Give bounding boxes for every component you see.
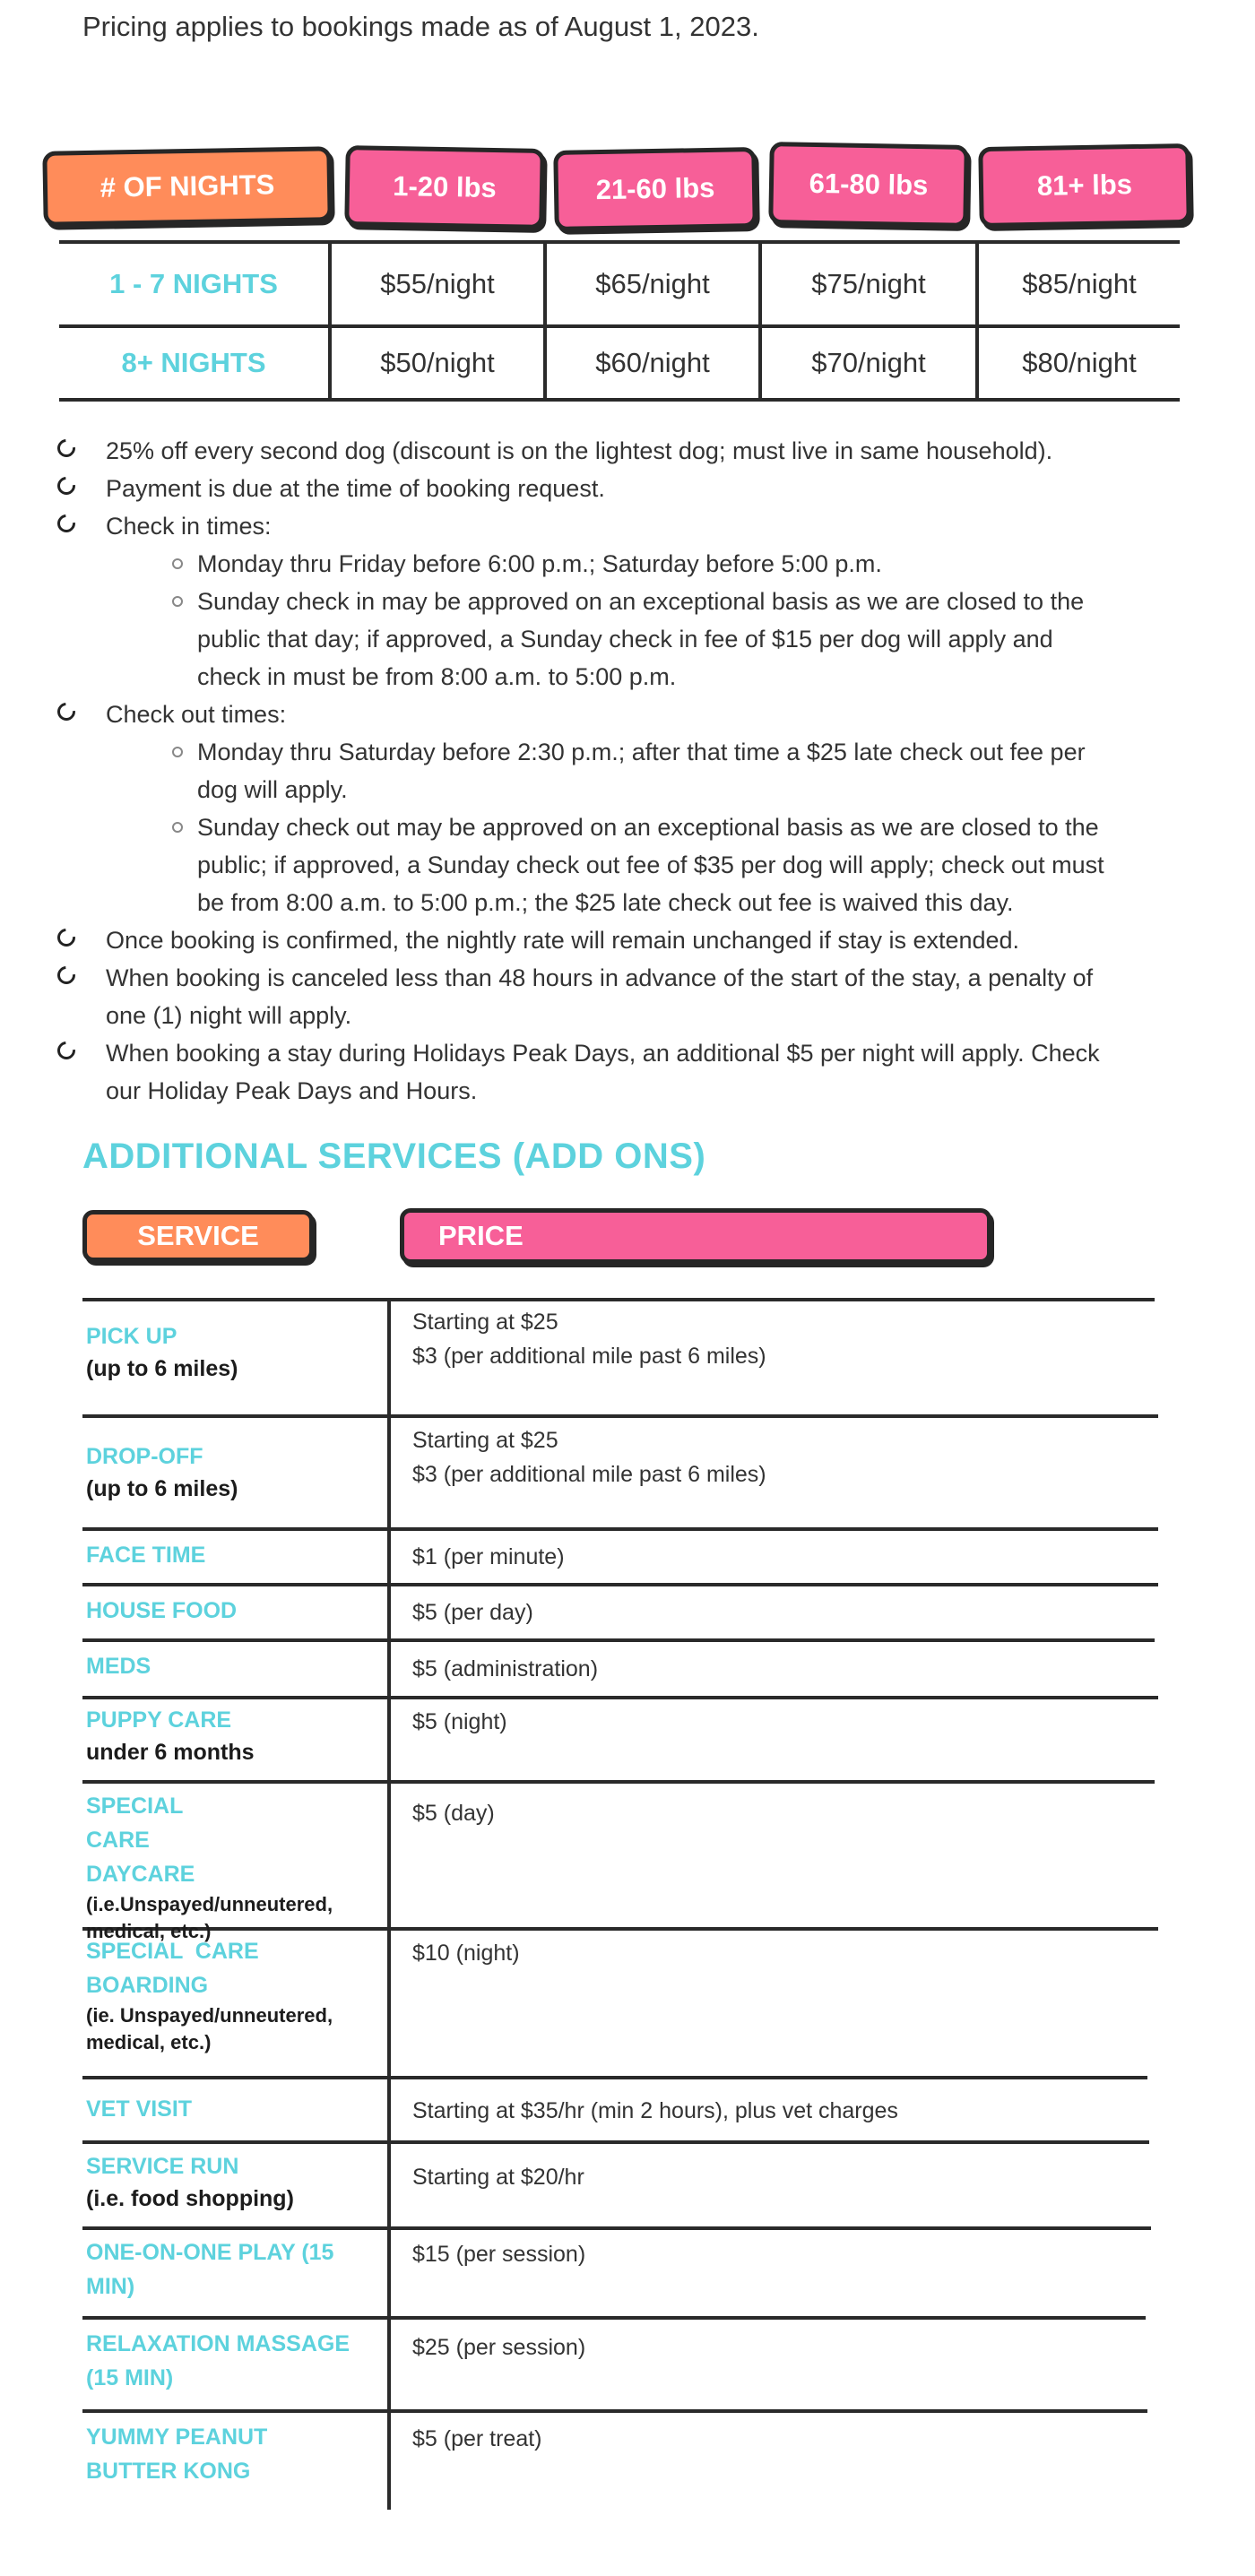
- addon-service-label: [86, 2327, 373, 2395]
- policy-note-text: Once booking is confirmed, the nightly rate will remain unchanged if stay is extended.: [106, 927, 1020, 954]
- addon-service-name: FACE TIME: [86, 1543, 206, 1568]
- weight-column-header: [768, 142, 969, 228]
- circle-bullet-icon: [54, 1038, 79, 1063]
- addon-service-detail: (up to 6 miles): [86, 1476, 238, 1501]
- addon-price-line: $5 (per treat): [412, 2426, 542, 2451]
- addons-grid-line: [82, 2409, 1147, 2413]
- rate-cell: $85/night: [1022, 268, 1137, 299]
- rate-cell: $80/night: [1022, 347, 1137, 378]
- addon-price-line: Starting at $20/hr: [412, 2165, 584, 2190]
- addons-grid-line: [82, 1780, 1155, 1784]
- policy-notes: [54, 432, 1112, 1110]
- policy-note: [54, 1034, 1112, 1110]
- addon-service-name: MEDS: [86, 1654, 151, 1679]
- addons-grid-line: [82, 1527, 1158, 1531]
- addon-price: [412, 1936, 1130, 1970]
- addon-price: [412, 1652, 1130, 1686]
- addon-service-label: [86, 1594, 382, 1628]
- addon-price-line: $3 (per additional mile past 6 miles): [412, 1344, 766, 1369]
- addon-price: [412, 1305, 1130, 1373]
- small-circle-bullet-icon: [172, 747, 183, 757]
- weight-column-label: 21-60 lbs: [595, 171, 715, 206]
- policy-note-text: Payment is due at the time of booking request.: [106, 475, 605, 502]
- addon-service-detail: (i.e. food shopping): [86, 2186, 294, 2211]
- addons-grid-line: [82, 1414, 1158, 1418]
- addon-price-line: $5 (per day): [412, 1600, 533, 1625]
- nights-row-label: 8+ NIGHTS: [121, 347, 266, 378]
- policy-note-text: 25% off every second dog (discount is on the lightest dog; must live in same household).: [106, 437, 1053, 464]
- circle-bullet-icon: [54, 699, 79, 724]
- addon-service-label: [86, 1319, 382, 1384]
- addons-grid-line: [82, 1638, 1155, 1642]
- policy-note: [54, 696, 1112, 733]
- addon-price-line: $5 (administration): [412, 1656, 599, 1681]
- policy-note-text: Check out times:: [106, 701, 287, 728]
- addon-service-label: [86, 2149, 382, 2214]
- rate-cell: $55/night: [380, 268, 495, 299]
- addon-price: [412, 1595, 1130, 1629]
- rates-grid-line: [59, 398, 1180, 402]
- addon-service-label: [86, 2420, 310, 2488]
- addons-grid-line: [82, 1298, 1155, 1301]
- addon-price: [412, 1540, 1130, 1574]
- addon-service-label: [86, 1649, 382, 1683]
- service-header-label: SERVICE: [137, 1220, 259, 1251]
- rate-cell: $70/night: [811, 347, 926, 378]
- addon-service-label: [86, 2092, 382, 2126]
- addon-service-label: [86, 1703, 382, 1768]
- policy-subnote-text: Monday thru Saturday before 2:30 p.m.; after that time a $25 late check out fee per dog will apply.: [197, 739, 1086, 803]
- policy-note: [54, 921, 1112, 959]
- addon-price: [412, 1423, 1130, 1491]
- addon-service-detail: (ie. Unspayed/unneutered, medical, etc.): [86, 2004, 333, 2053]
- nights-header-tab: [42, 146, 332, 227]
- weight-column-label: 61-80 lbs: [809, 167, 929, 202]
- addon-service-label: [86, 1439, 382, 1504]
- addon-price-line: Starting at $25: [412, 1428, 558, 1453]
- addon-price: [412, 2094, 1130, 2128]
- addon-service-name: SERVICE RUN: [86, 2154, 239, 2179]
- addon-price-line: $5 (night): [412, 1709, 507, 1734]
- addons-grid-line: [387, 1300, 391, 2510]
- service-header-tab: [82, 1210, 314, 1262]
- weight-column-header: [978, 143, 1191, 228]
- addon-service-label: [86, 1538, 382, 1572]
- rate-cell: $75/night: [811, 268, 926, 299]
- circle-bullet-icon: [54, 511, 79, 536]
- addon-service-label: [86, 2235, 373, 2304]
- addons-grid-line: [82, 2140, 1149, 2144]
- policy-subnote-text: Monday thru Friday before 6:00 p.m.; Saturday before 5:00 p.m.: [197, 550, 882, 577]
- addon-service-name: RELAXATION MASSAGE (15 MIN): [86, 2331, 350, 2390]
- addon-service-name: ONE-ON-ONE PLAY (15 MIN): [86, 2240, 334, 2299]
- policy-subnote: [54, 545, 1112, 583]
- addon-service-label: [86, 1789, 333, 1945]
- addons-grid-line: [82, 1696, 1158, 1699]
- addons-title: ADDITIONAL SERVICES (ADD ONS): [82, 1137, 706, 1176]
- addon-service-detail: under 6 months: [86, 1740, 255, 1765]
- policy-note: [54, 432, 1112, 470]
- circle-bullet-icon: [54, 963, 79, 988]
- addon-price-line: $1 (per minute): [412, 1544, 565, 1569]
- addons-grid-line: [82, 1583, 1158, 1586]
- policy-note-text: Check in times:: [106, 513, 272, 540]
- policy-subnote: [54, 733, 1112, 808]
- addon-service-name: DROP-OFF: [86, 1444, 203, 1469]
- small-circle-bullet-icon: [172, 558, 183, 569]
- addon-price-line: $10 (night): [412, 1941, 520, 1966]
- addon-price-line: $5 (day): [412, 1801, 495, 1826]
- addon-service-name: HOUSE FOOD: [86, 1598, 238, 1623]
- pricing-intro: Pricing applies to bookings made as of August 1, 2023.: [82, 11, 759, 42]
- addon-price: [412, 1705, 1130, 1739]
- circle-bullet-icon: [54, 473, 79, 498]
- addon-service-detail: (i.e.Unspayed/unneutered, medical, etc.): [86, 1893, 333, 1942]
- addon-service-name: PUPPY CARE: [86, 1707, 232, 1733]
- weight-column-header: [344, 145, 545, 229]
- addons-grid-line: [82, 2226, 1151, 2230]
- policy-note: [54, 470, 1112, 507]
- policy-note-text: When booking is canceled less than 48 hours in advance of the start of the stay, a penalty of one (1) night will apply.: [106, 964, 1094, 1029]
- addon-service-detail: (up to 6 miles): [86, 1356, 238, 1381]
- policy-note: [54, 959, 1112, 1034]
- weight-column-label: 81+ lbs: [1036, 169, 1133, 202]
- addon-price-line: $25 (per session): [412, 2335, 586, 2360]
- policy-note-text: When booking a stay during Holidays Peak Days, an additional $5 per night will apply. Check our Holiday Peak Days and Hours.: [106, 1040, 1100, 1104]
- addon-service-name: SPECIAL CARE BOARDING: [86, 1939, 265, 1998]
- addons-grid-line: [82, 2076, 1147, 2079]
- price-header-label: PRICE: [438, 1220, 524, 1251]
- addon-service-name: SPECIAL CARE DAYCARE: [86, 1794, 195, 1887]
- weight-column-label: 1-20 lbs: [392, 169, 498, 204]
- nights-row-label: 1 - 7 NIGHTS: [109, 268, 278, 299]
- addon-price-line: $3 (per additional mile past 6 miles): [412, 1462, 766, 1487]
- addon-price: [412, 2237, 1130, 2271]
- addon-service-label: [86, 1934, 333, 2056]
- small-circle-bullet-icon: [172, 596, 183, 607]
- addon-price-line: Starting at $35/hr (min 2 hours), plus vet charges: [412, 2098, 898, 2123]
- policy-subnote: [54, 808, 1112, 921]
- weight-column-header: [553, 147, 757, 231]
- addon-price-line: Starting at $25: [412, 1310, 558, 1335]
- rate-cell: $65/night: [595, 268, 710, 299]
- circle-bullet-icon: [54, 925, 79, 950]
- small-circle-bullet-icon: [172, 822, 183, 833]
- addon-price: [412, 2422, 1130, 2456]
- nights-header-label: # OF NIGHTS: [100, 169, 275, 203]
- addon-price: [412, 2330, 1130, 2364]
- addon-service-name: YUMMY PEANUT BUTTER KONG: [86, 2425, 268, 2484]
- addon-service-name: PICK UP: [86, 1324, 177, 1349]
- addon-service-name: VET VISIT: [86, 2096, 193, 2122]
- addons-grid-line: [82, 2316, 1146, 2320]
- circle-bullet-icon: [54, 436, 79, 461]
- rate-cell: $60/night: [595, 347, 710, 378]
- policy-subnote-text: Sunday check in may be approved on an exceptional basis as we are closed to the public that day; if approved, a Sunday check in fee of $15 per dog will apply and check in must be from 8:00 a.m. to 5:00 p.m.: [197, 588, 1085, 690]
- addon-price: [412, 1796, 1130, 1830]
- rate-cell: $50/night: [380, 347, 495, 378]
- policy-subnote: [54, 583, 1112, 696]
- price-header-tab: [400, 1208, 991, 1264]
- addon-price: [412, 2160, 1130, 2194]
- policy-subnote-text: Sunday check out may be approved on an exceptional basis as we are closed to the public; if approved, a Sunday check out fee of $35 per dog will apply; check out must be from 8:00 a.m. to 5:00 p.m.; the $25 late check out fee is waived this day.: [197, 814, 1104, 916]
- addon-price-line: $15 (per session): [412, 2242, 586, 2267]
- policy-note: [54, 507, 1112, 545]
